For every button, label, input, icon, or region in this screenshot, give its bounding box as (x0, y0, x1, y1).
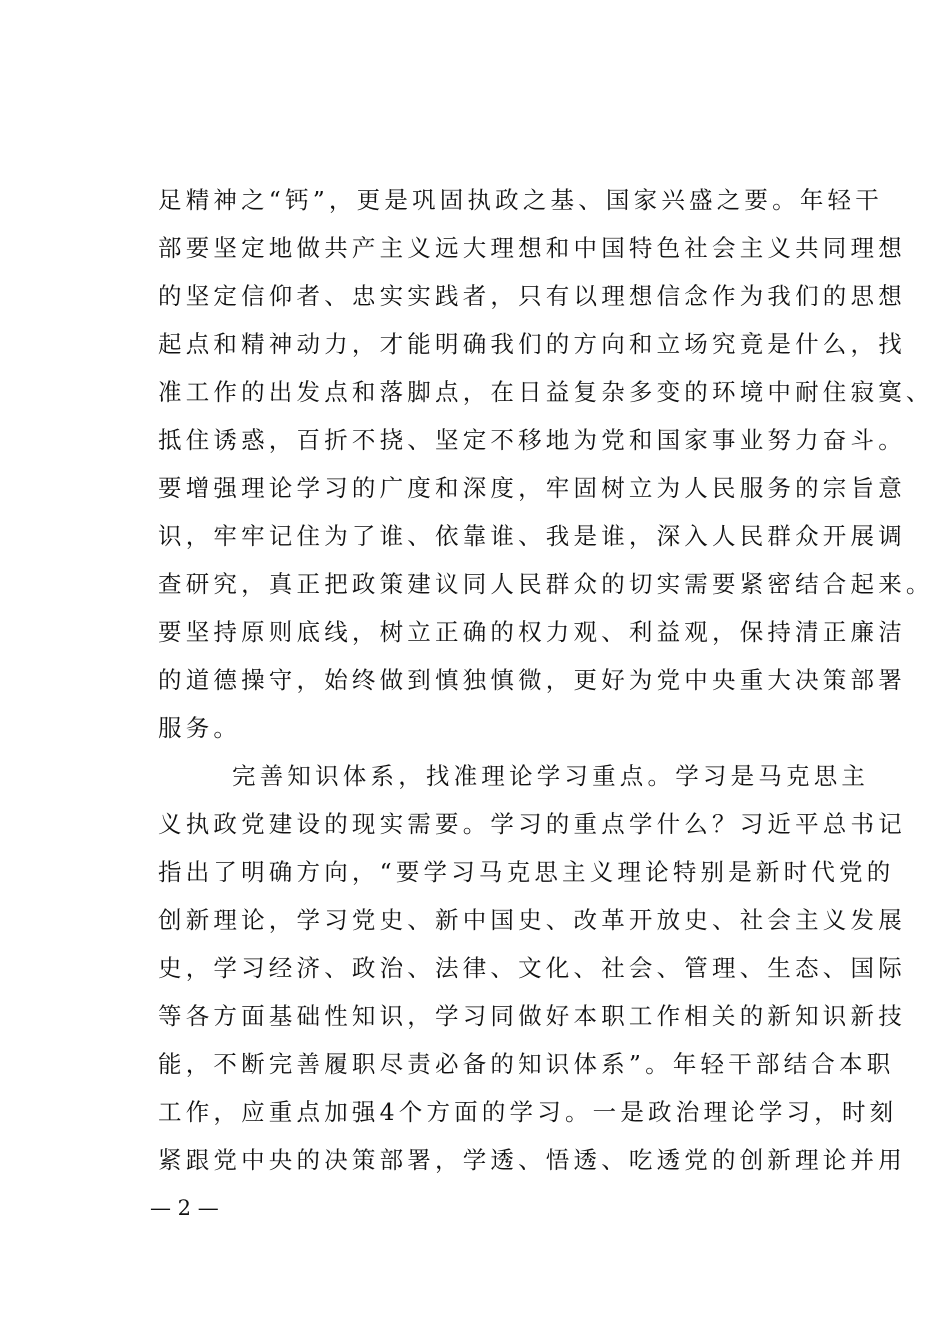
text-line: 服务。 (158, 714, 242, 742)
text-line: 查研究，真正把政策建议同人民群众的切实需要紧密结合起来。 (158, 570, 934, 598)
text-line: 紧跟党中央的决策部署，学透、悟透、吃透党的创新理论并用 (158, 1146, 906, 1174)
text-line: 创新理论，学习党史、新中国史、改革开放史、社会主义发展 (158, 906, 906, 934)
text-line: 起点和精神动力，才能明确我们的方向和立场究竟是什么，找 (158, 330, 906, 358)
text-line: 准工作的出发点和落脚点，在日益复杂多变的环境中耐住寂寞、 (158, 378, 934, 406)
text-line: 等各方面基础性知识，学习同做好本职工作相关的新知识新技 (158, 1002, 906, 1030)
paragraph-heading-line: 完善知识体系，找准理论学习重点。学习是马克思主 (232, 762, 870, 790)
text-line: 的坚定信仰者、忠实实践者，只有以理想信念作为我们的思想 (158, 282, 906, 310)
text-line: 抵住诱惑，百折不挠、坚定不移地为党和国家事业努力奋斗。 (158, 426, 906, 454)
text-line: 义执政党建设的现实需要。学习的重点学什么？习近平总书记 (158, 810, 906, 838)
text-line: 要增强理论学习的广度和深度，牢固树立为人民服务的宗旨意 (158, 474, 906, 502)
page-number: — 2 — (150, 1196, 219, 1220)
text-line: 识，牢牢记住为了谁、依靠谁、我是谁，深入人民群众开展调 (158, 522, 906, 550)
text-line: 能，不断完善履职尽责必备的知识体系”。年轻干部结合本职 (158, 1050, 895, 1078)
text-line: 要坚持原则底线，树立正确的权力观、利益观，保持清正廉洁 (158, 618, 906, 646)
text-line: 部要坚定地做共产主义远大理想和中国特色社会主义共同理想 (158, 234, 906, 262)
text-line: 史，学习经济、政治、法律、文化、社会、管理、生态、国际 (158, 954, 906, 982)
text-line: 的道德操守，始终做到慎独慎微，更好为党中央重大决策部署 (158, 666, 906, 694)
text-line: 足精神之“钙”，更是巩固执政之基、国家兴盛之要。年轻干 (158, 186, 883, 214)
text-line: 工作，应重点加强4个方面的学习。一是政治理论学习，时刻 (158, 1098, 898, 1126)
text-line: 指出了明确方向，“要学习马克思主义理论特别是新时代党的 (158, 858, 895, 886)
